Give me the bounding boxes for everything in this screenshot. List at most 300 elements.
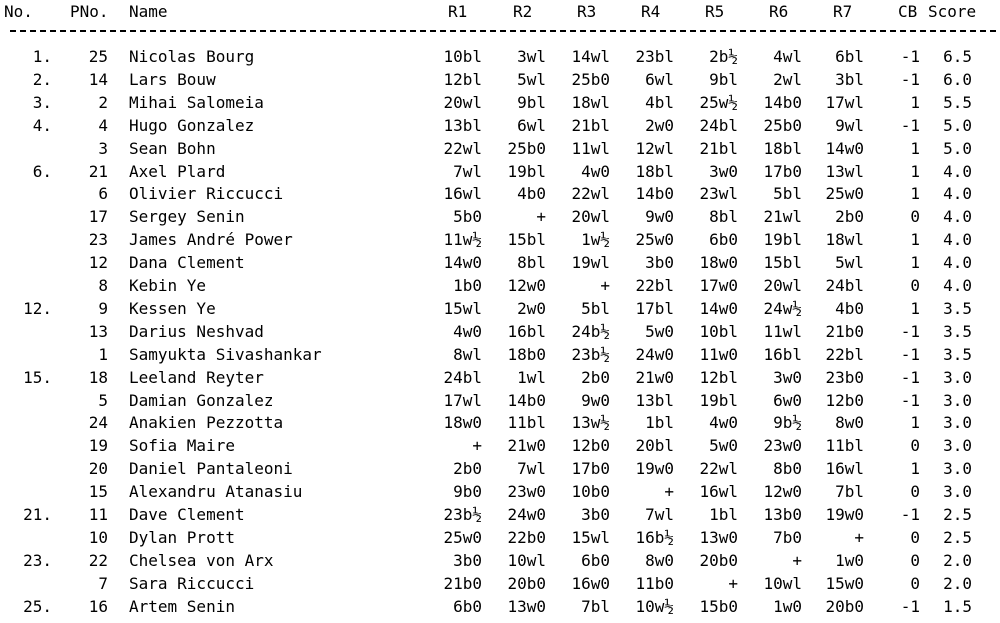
round-2-cell: 2w0 (517, 298, 546, 318)
table-row (0, 596, 1000, 618)
round-4-cell: 7wl (645, 505, 674, 524)
score-cell: 5.0 (943, 115, 972, 135)
round-2-cell: 16bl (507, 321, 546, 341)
round-2-cell: 14b0 (507, 390, 546, 410)
pno-cell: 13 (88, 321, 108, 341)
place-cell: 4. (32, 115, 52, 135)
pno-cell: 16 (88, 596, 108, 616)
round-2-cell: 6wl (517, 115, 546, 135)
round-3-cell: 22wl (571, 184, 610, 204)
round-4-cell: 17bl (635, 298, 674, 318)
round-3-cell: 13w½ (571, 413, 610, 433)
score-cell: 3.0 (943, 436, 972, 456)
cb-cell: 0 (910, 527, 920, 547)
round-6-cell: 12w0 (763, 482, 802, 502)
round-6-cell: 7b0 (773, 527, 802, 547)
cb-cell: 0 (910, 573, 920, 593)
player-name-cell: Axel Plard (129, 161, 226, 181)
score-cell: 6.5 (943, 47, 972, 66)
round-7-cell: 11bl (825, 436, 864, 456)
round-4-cell: 14b0 (635, 184, 674, 204)
place-cell: 1. (32, 47, 52, 66)
player-name-cell: Leeland Reyter (129, 367, 264, 387)
round-5-cell: 22wl (699, 459, 738, 479)
score-cell: 3.0 (943, 367, 972, 387)
round-3-cell: 18wl (571, 92, 610, 112)
header-r7: R7 (833, 2, 853, 21)
round-5-cell: 15b0 (699, 596, 738, 616)
round-3-cell: 1w½ (581, 230, 610, 250)
round-4-cell: 21w0 (635, 367, 674, 387)
round-3-cell: 10b0 (571, 482, 610, 502)
player-name-cell: Sergey Senin (129, 207, 245, 227)
header-no: No. (4, 2, 33, 21)
round-1-cell: 13bl (443, 115, 482, 135)
round-4-cell: 19w0 (635, 459, 674, 479)
cb-cell: 0 (910, 276, 920, 295)
pno-cell: 8 (98, 276, 108, 295)
round-1-cell: 5b0 (453, 207, 482, 227)
pno-cell: 19 (88, 436, 108, 456)
header-divider (10, 30, 996, 32)
round-1-cell: 16wl (443, 184, 482, 204)
cb-cell: -1 (900, 47, 920, 66)
round-3-cell: + (600, 276, 610, 295)
round-2-cell: 5wl (517, 69, 546, 89)
player-name-cell: Sara Riccucci (129, 573, 255, 593)
place-cell: 12. (23, 298, 52, 318)
round-7-cell: 12b0 (825, 390, 864, 410)
pno-cell: 14 (88, 69, 108, 89)
player-name-cell: Samyukta Sivashankar (129, 344, 322, 364)
round-2-cell: 15bl (507, 230, 546, 250)
round-3-cell: 24b½ (571, 321, 610, 341)
round-7-cell: 25w0 (825, 184, 864, 204)
player-name-cell: Anakien Pezzotta (129, 413, 284, 433)
round-4-cell: + (664, 482, 674, 502)
header-r5: R5 (705, 2, 725, 21)
round-1-cell: 10bl (443, 47, 482, 66)
header-pno: PNo. (70, 2, 109, 21)
round-2-cell: 10wl (507, 550, 546, 570)
round-1-cell: 21b0 (443, 573, 482, 593)
score-cell: 3.0 (943, 482, 972, 502)
round-6-cell: 24w½ (763, 298, 802, 318)
pno-cell: 15 (88, 482, 108, 502)
player-name-cell: Dylan Prott (129, 527, 235, 547)
round-5-cell: 20b0 (699, 550, 738, 570)
score-cell: 3.5 (943, 298, 972, 318)
place-cell: 6. (32, 161, 52, 181)
round-6-cell: 3w0 (773, 367, 802, 387)
cb-cell: -1 (900, 321, 920, 341)
header-score: Score (928, 2, 977, 21)
round-2-cell: 1wl (517, 367, 546, 387)
score-cell: 3.0 (943, 390, 972, 410)
round-4-cell: 3b0 (645, 253, 674, 273)
round-1-cell: 11w½ (443, 230, 482, 250)
round-1-cell: 23b½ (443, 505, 482, 524)
cb-cell: 1 (910, 253, 920, 273)
round-1-cell: + (472, 436, 482, 456)
round-6-cell: 4wl (773, 47, 802, 66)
player-name-cell: Kebin Ye (129, 276, 207, 295)
round-3-cell: 17b0 (571, 459, 610, 479)
table-row (0, 435, 1000, 457)
pno-cell: 23 (88, 230, 108, 250)
score-cell: 2.5 (943, 505, 972, 524)
place-cell: 2. (32, 69, 52, 89)
score-cell: 3.0 (943, 413, 972, 433)
round-7-cell: 15w0 (825, 573, 864, 593)
round-1-cell: 17wl (443, 390, 482, 410)
round-4-cell: 6wl (645, 69, 674, 89)
round-7-cell: 5wl (835, 253, 864, 273)
place-cell: 23. (23, 550, 52, 570)
round-3-cell: 7bl (581, 596, 610, 616)
round-4-cell: 8w0 (645, 550, 674, 570)
round-4-cell: 1bl (645, 413, 674, 433)
round-5-cell: 14w0 (699, 298, 738, 318)
round-3-cell: 2b0 (581, 367, 610, 387)
round-7-cell: 9wl (835, 115, 864, 135)
score-cell: 4.0 (943, 161, 972, 181)
round-2-cell: 25b0 (507, 138, 546, 158)
pno-cell: 6 (98, 184, 108, 204)
cb-cell: -1 (900, 596, 920, 616)
cb-cell: 0 (910, 207, 920, 227)
table-row (0, 206, 1000, 228)
round-5-cell: 11w0 (699, 344, 738, 364)
round-6-cell: 25b0 (763, 115, 802, 135)
score-cell: 5.0 (943, 138, 972, 158)
cb-cell: 0 (910, 436, 920, 456)
round-2-cell: 7wl (517, 459, 546, 479)
score-cell: 1.5 (943, 596, 972, 616)
round-3-cell: 25b0 (571, 69, 610, 89)
round-2-cell: + (536, 207, 546, 227)
header-r4: R4 (641, 2, 661, 21)
round-7-cell: 13wl (825, 161, 864, 181)
table-row (0, 115, 1000, 137)
round-1-cell: 14w0 (443, 253, 482, 273)
round-2-cell: 18b0 (507, 344, 546, 364)
player-name-cell: Dana Clement (129, 253, 245, 273)
round-5-cell: 6b0 (709, 230, 738, 250)
round-7-cell: 1w0 (835, 550, 864, 570)
round-6-cell: 6w0 (773, 390, 802, 410)
cb-cell: -1 (900, 69, 920, 89)
round-6-cell: 15bl (763, 253, 802, 273)
round-6-cell: 5bl (773, 184, 802, 204)
pno-cell: 21 (88, 161, 108, 181)
round-5-cell: 17w0 (699, 276, 738, 295)
cb-cell: 1 (910, 459, 920, 479)
place-cell: 21. (23, 505, 52, 524)
round-7-cell: 8w0 (835, 413, 864, 433)
round-5-cell: 8bl (709, 207, 738, 227)
score-cell: 4.0 (943, 207, 972, 227)
score-cell: 2.0 (943, 573, 972, 593)
round-3-cell: 12b0 (571, 436, 610, 456)
player-name-cell: Mihai Salomeia (129, 92, 264, 112)
round-7-cell: 17wl (825, 92, 864, 112)
round-2-cell: 24w0 (507, 505, 546, 524)
header-r3: R3 (577, 2, 597, 21)
score-cell: 4.0 (943, 253, 972, 273)
table-row (0, 458, 1000, 480)
round-1-cell: 15wl (443, 298, 482, 318)
round-5-cell: 12bl (699, 367, 738, 387)
round-1-cell: 22wl (443, 138, 482, 158)
pno-cell: 11 (88, 505, 108, 524)
cb-cell: -1 (900, 505, 920, 524)
round-2-cell: 23w0 (507, 482, 546, 502)
header-cb: CB (898, 2, 918, 21)
round-6-cell: 20wl (763, 276, 802, 295)
pno-cell: 3 (98, 138, 108, 158)
table-row (0, 92, 1000, 114)
round-4-cell: 23bl (635, 47, 674, 66)
player-name-cell: Artem Senin (129, 596, 235, 616)
round-6-cell: + (792, 550, 802, 570)
round-1-cell: 24bl (443, 367, 482, 387)
round-7-cell: 2b0 (835, 207, 864, 227)
round-6-cell: 16bl (763, 344, 802, 364)
round-7-cell: 22bl (825, 344, 864, 364)
round-5-cell: 5w0 (709, 436, 738, 456)
round-6-cell: 1w0 (773, 596, 802, 616)
player-name-cell: Damian Gonzalez (129, 390, 274, 410)
round-7-cell: + (854, 527, 864, 547)
round-6-cell: 10wl (763, 573, 802, 593)
cb-cell: -1 (900, 367, 920, 387)
round-3-cell: 5bl (581, 298, 610, 318)
round-4-cell: 11b0 (635, 573, 674, 593)
table-row (0, 504, 1000, 526)
round-7-cell: 18wl (825, 230, 864, 250)
player-name-cell: Kessen Ye (129, 298, 216, 318)
round-4-cell: 4bl (645, 92, 674, 112)
table-row (0, 412, 1000, 434)
round-6-cell: 9b½ (773, 413, 802, 433)
cb-cell: 1 (910, 413, 920, 433)
round-2-cell: 12w0 (507, 276, 546, 295)
round-3-cell: 21bl (571, 115, 610, 135)
round-6-cell: 17b0 (763, 161, 802, 181)
round-3-cell: 23b½ (571, 344, 610, 364)
cb-cell: -1 (900, 344, 920, 364)
cb-cell: 1 (910, 298, 920, 318)
pno-cell: 22 (88, 550, 108, 570)
round-6-cell: 19bl (763, 230, 802, 250)
table-row (0, 138, 1000, 160)
round-6-cell: 13b0 (763, 505, 802, 524)
round-2-cell: 19bl (507, 161, 546, 181)
round-3-cell: 15wl (571, 527, 610, 547)
round-6-cell: 2wl (773, 69, 802, 89)
round-5-cell: 19bl (699, 390, 738, 410)
round-6-cell: 21wl (763, 207, 802, 227)
score-cell: 3.5 (943, 321, 972, 341)
pno-cell: 17 (88, 207, 108, 227)
player-name-cell: Olivier Riccucci (129, 184, 284, 204)
round-7-cell: 20b0 (825, 596, 864, 616)
round-5-cell: 16wl (699, 482, 738, 502)
table-row (0, 183, 1000, 205)
round-7-cell: 24bl (825, 276, 864, 295)
round-1-cell: 2b0 (453, 459, 482, 479)
round-2-cell: 3wl (517, 47, 546, 66)
round-1-cell: 12bl (443, 69, 482, 89)
round-2-cell: 11bl (507, 413, 546, 433)
round-7-cell: 6bl (835, 47, 864, 66)
round-7-cell: 3bl (835, 69, 864, 89)
place-cell: 15. (23, 367, 52, 387)
player-name-cell: Dave Clement (129, 505, 245, 524)
cb-cell: 0 (910, 482, 920, 502)
table-row (0, 275, 1000, 297)
round-4-cell: 10w½ (635, 596, 674, 616)
table-row (0, 69, 1000, 91)
table-row (0, 298, 1000, 320)
round-5-cell: 25w½ (699, 92, 738, 112)
round-5-cell: 18w0 (699, 253, 738, 273)
cb-cell: -1 (900, 390, 920, 410)
header-name: Name (129, 2, 168, 21)
round-5-cell: 10bl (699, 321, 738, 341)
score-cell: 4.0 (943, 230, 972, 250)
round-5-cell: 2b½ (709, 47, 738, 66)
pno-cell: 7 (98, 573, 108, 593)
round-6-cell: 11wl (763, 321, 802, 341)
round-6-cell: 14b0 (763, 92, 802, 112)
header-r1: R1 (448, 2, 468, 21)
round-4-cell: 25w0 (635, 230, 674, 250)
round-1-cell: 1b0 (453, 276, 482, 295)
round-2-cell: 8bl (517, 253, 546, 273)
table-row (0, 161, 1000, 183)
pno-cell: 2 (98, 92, 108, 112)
round-2-cell: 21w0 (507, 436, 546, 456)
round-1-cell: 20wl (443, 92, 482, 112)
round-3-cell: 16w0 (571, 573, 610, 593)
round-4-cell: 18bl (635, 161, 674, 181)
pno-cell: 12 (88, 253, 108, 273)
round-5-cell: 3w0 (709, 161, 738, 181)
cb-cell: 1 (910, 184, 920, 204)
round-3-cell: 20wl (571, 207, 610, 227)
score-cell: 3.5 (943, 344, 972, 364)
score-cell: 4.0 (943, 276, 972, 295)
round-3-cell: 4w0 (581, 161, 610, 181)
table-row (0, 321, 1000, 343)
round-5-cell: 1bl (709, 505, 738, 524)
round-5-cell: 4w0 (709, 413, 738, 433)
round-5-cell: 23wl (699, 184, 738, 204)
player-name-cell: Sofia Maire (129, 436, 235, 456)
score-cell: 5.5 (943, 92, 972, 112)
round-4-cell: 2w0 (645, 115, 674, 135)
round-5-cell: 9bl (709, 69, 738, 89)
cb-cell: 1 (910, 230, 920, 250)
player-name-cell: James André Power (129, 230, 293, 250)
round-7-cell: 23b0 (825, 367, 864, 387)
round-6-cell: 23w0 (763, 436, 802, 456)
player-name-cell: Chelsea von Arx (129, 550, 274, 570)
cb-cell: 1 (910, 92, 920, 112)
round-3-cell: 9w0 (581, 390, 610, 410)
round-3-cell: 11wl (571, 138, 610, 158)
round-7-cell: 14w0 (825, 138, 864, 158)
player-name-cell: Sean Bohn (129, 138, 216, 158)
round-4-cell: 16b½ (635, 527, 674, 547)
pno-cell: 10 (88, 527, 108, 547)
round-2-cell: 9bl (517, 92, 546, 112)
pno-cell: 24 (88, 413, 108, 433)
table-row (0, 229, 1000, 251)
pno-cell: 20 (88, 459, 108, 479)
table-row (0, 390, 1000, 412)
pno-cell: 9 (98, 298, 108, 318)
round-6-cell: 18bl (763, 138, 802, 158)
player-name-cell: Lars Bouw (129, 69, 216, 89)
table-row (0, 344, 1000, 366)
player-name-cell: Nicolas Bourg (129, 47, 255, 66)
score-cell: 2.5 (943, 527, 972, 547)
round-1-cell: 7wl (453, 161, 482, 181)
round-1-cell: 9b0 (453, 482, 482, 502)
table-row (0, 550, 1000, 572)
table-row (0, 481, 1000, 503)
score-cell: 4.0 (943, 184, 972, 204)
round-7-cell: 4b0 (835, 298, 864, 318)
round-2-cell: 4b0 (517, 184, 546, 204)
round-5-cell: 13w0 (699, 527, 738, 547)
player-name-cell: Hugo Gonzalez (129, 115, 255, 135)
round-4-cell: 13bl (635, 390, 674, 410)
place-cell: 25. (23, 596, 52, 616)
round-5-cell: + (728, 573, 738, 593)
table-row (0, 252, 1000, 274)
score-cell: 3.0 (943, 459, 972, 479)
round-1-cell: 3b0 (453, 550, 482, 570)
round-1-cell: 25w0 (443, 527, 482, 547)
header-r6: R6 (769, 2, 789, 21)
round-2-cell: 13w0 (507, 596, 546, 616)
pno-cell: 5 (98, 390, 108, 410)
round-7-cell: 16wl (825, 459, 864, 479)
cb-cell: 1 (910, 161, 920, 181)
round-6-cell: 8b0 (773, 459, 802, 479)
header-r2: R2 (513, 2, 533, 21)
pno-cell: 25 (88, 47, 108, 66)
player-name-cell: Daniel Pantaleoni (129, 459, 293, 479)
cb-cell: 1 (910, 138, 920, 158)
round-4-cell: 22bl (635, 276, 674, 295)
round-7-cell: 19w0 (825, 505, 864, 524)
place-cell: 3. (32, 92, 52, 112)
header-row (0, 1, 1000, 23)
round-3-cell: 14wl (571, 47, 610, 66)
round-4-cell: 12wl (635, 138, 674, 158)
round-5-cell: 24bl (699, 115, 738, 135)
round-2-cell: 22b0 (507, 527, 546, 547)
pno-cell: 1 (98, 344, 108, 364)
table-row (0, 527, 1000, 549)
player-name-cell: Alexandru Atanasiu (129, 482, 303, 502)
round-4-cell: 24w0 (635, 344, 674, 364)
